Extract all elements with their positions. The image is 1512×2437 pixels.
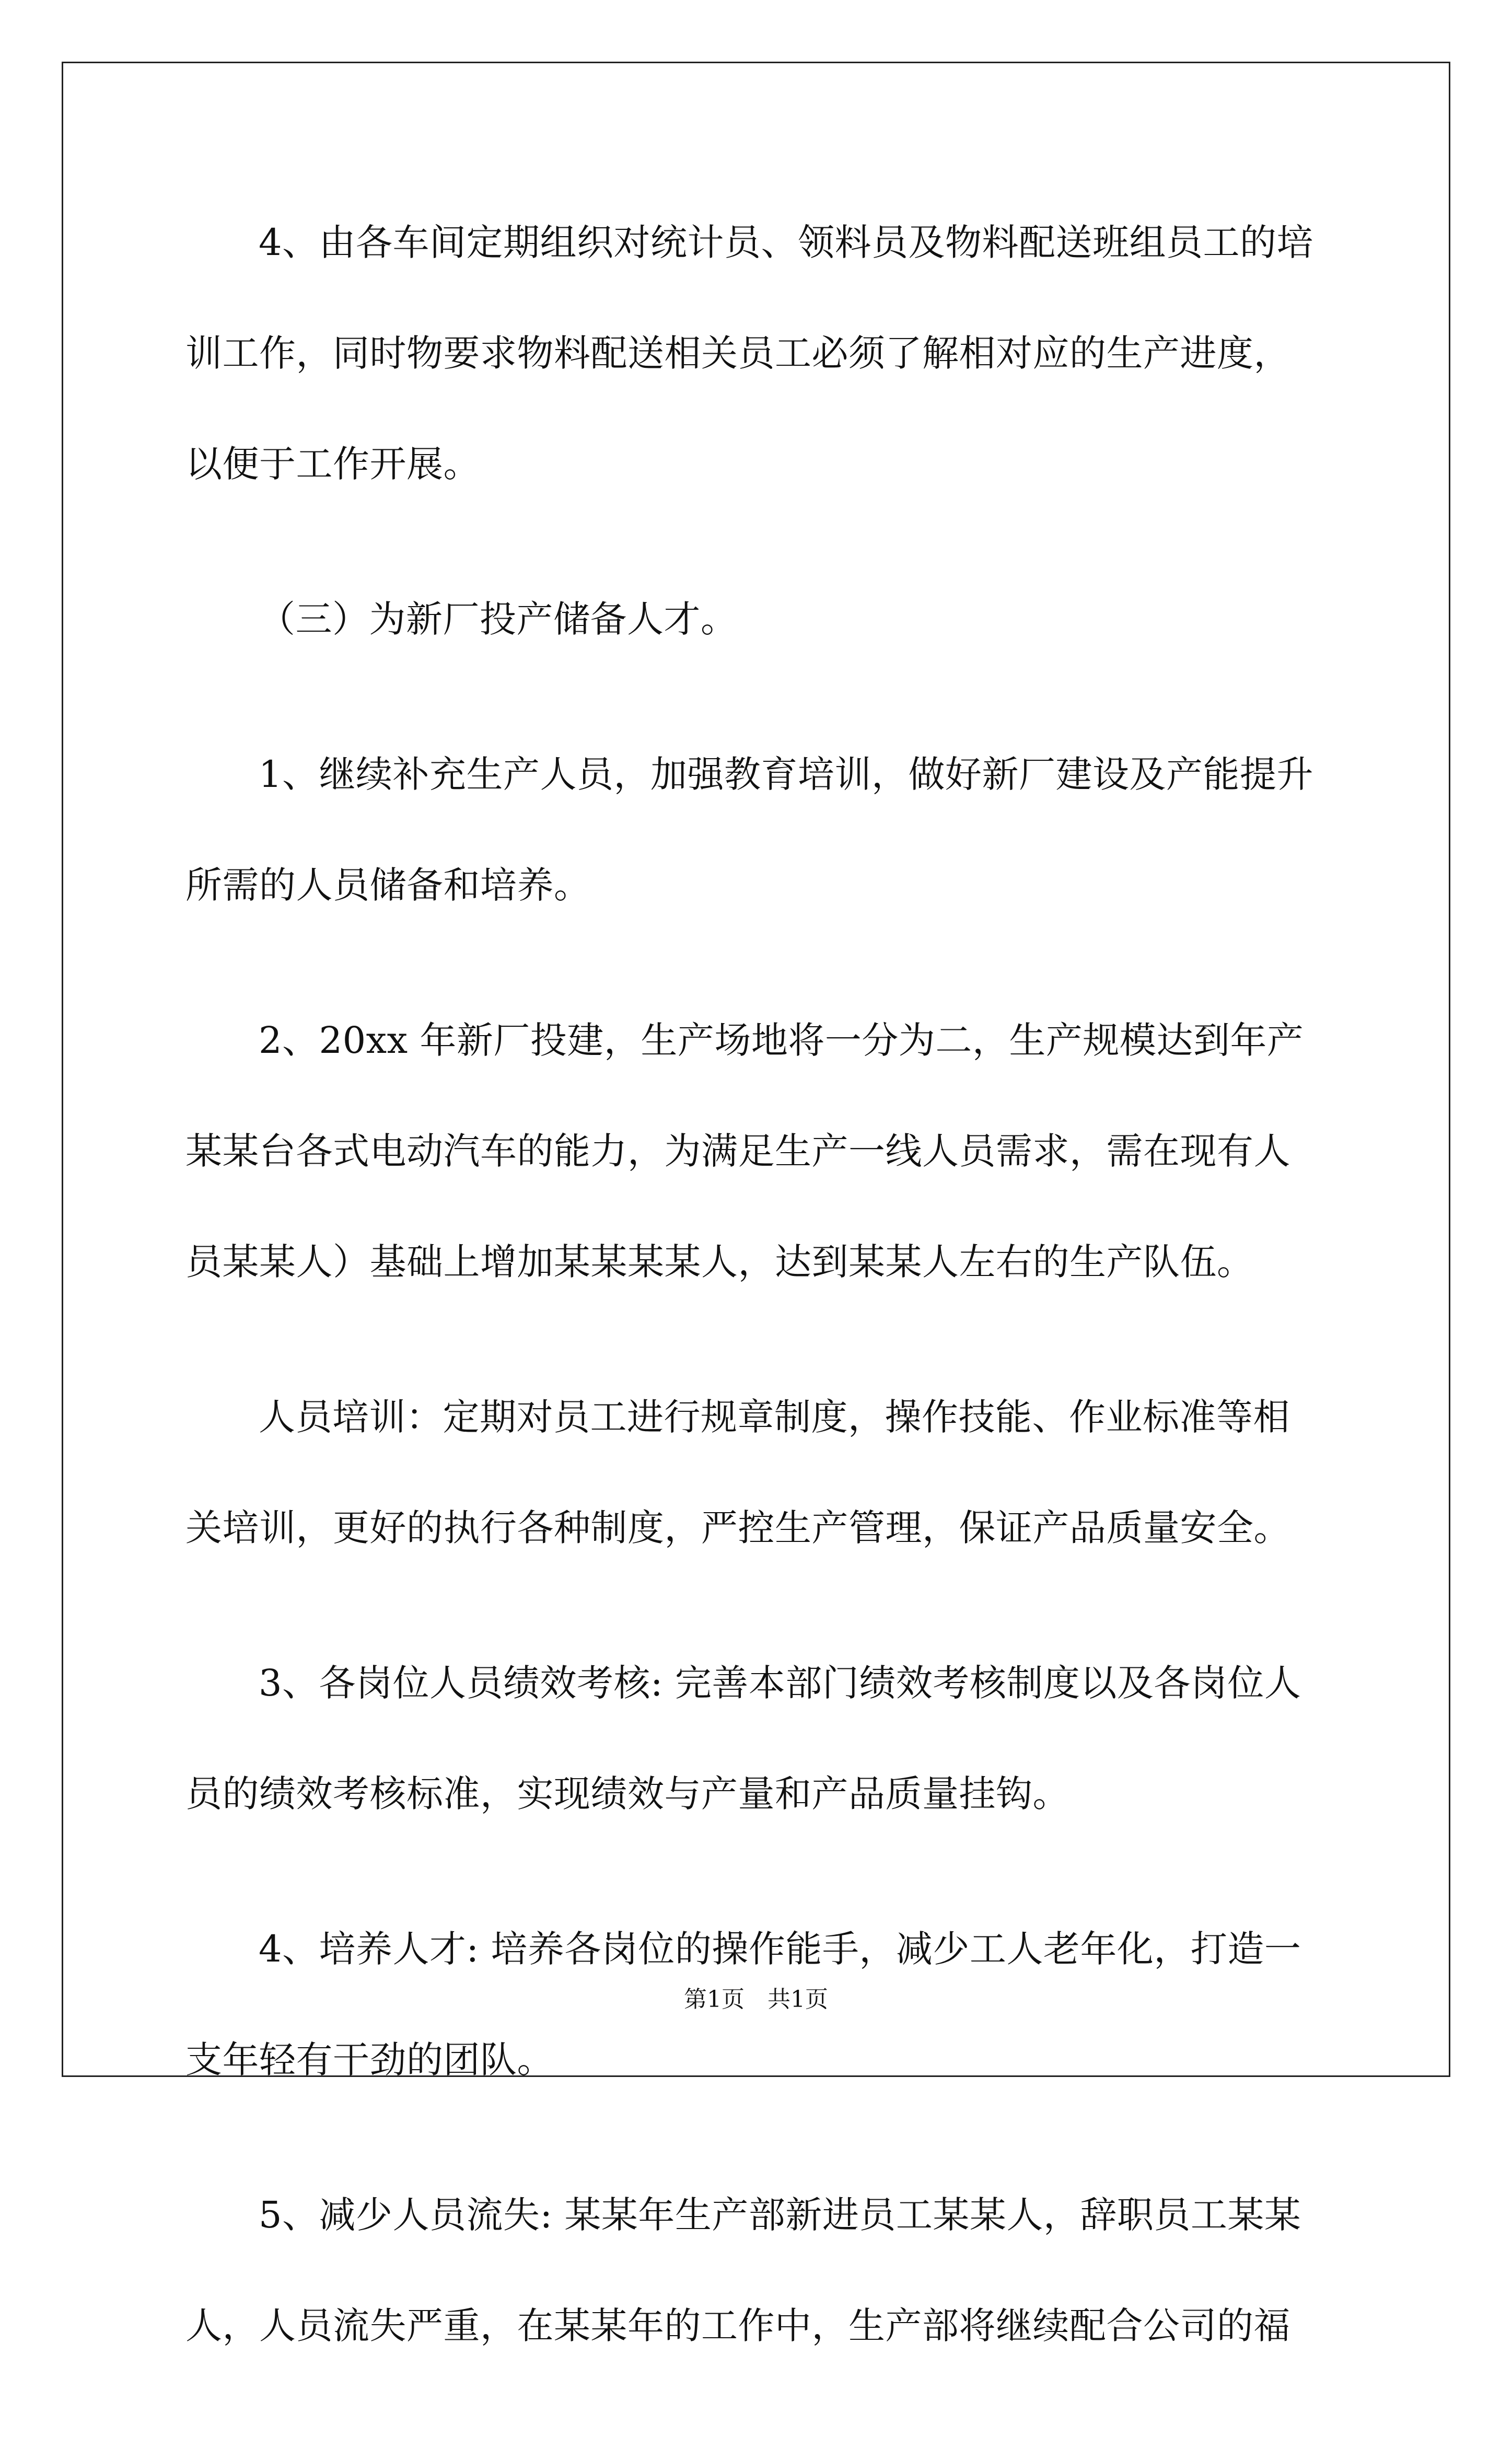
paragraph-2	[185, 730, 1332, 952]
text-line: 4、培养人才: 培养各岗位的操作能手，减少工人老年化，打造一	[259, 1928, 1301, 1970]
text-line: 人员培训：定期对员工进行规章制度，操作技能、作业标准等相	[259, 1396, 1290, 1438]
text-line: 员某某人）基础上增加某某某某人，达到某某人左右的生产队伍。	[185, 1240, 1254, 1283]
section-heading	[185, 575, 1332, 686]
text-line: 关培训，更好的执行各种制度，严控生产管理，保证产品质量安全。	[185, 1506, 1290, 1549]
document-body	[185, 199, 1332, 2437]
text-line: 所需的人员储备和培养。	[185, 864, 591, 907]
text-line: 2、20xx 年新厂投建，生产场地将一分为二，生产规模达到年产	[259, 1019, 1304, 1062]
text-line: （三）为新厂投产储备人才。	[259, 598, 738, 641]
text-line: 某某台各式电动汽车的能力，为满足生产一线人员需求，需在现有人	[185, 1130, 1290, 1173]
paragraph-5	[185, 1639, 1332, 1861]
text-line: 3、各岗位人员绩效考核: 完善本部门绩效考核制度以及各岗位人	[259, 1662, 1301, 1704]
paragraph-4	[185, 1373, 1332, 1595]
text-line: 支年轻有干劲的团队。	[185, 2038, 554, 2081]
text-line: 5、减少人员流失: 某某年生产部新进员工某某人，辞职员工某某	[259, 2194, 1301, 2236]
paragraph-6	[185, 1905, 1332, 2127]
paragraph-7	[185, 2171, 1332, 2393]
page-footer: 第1页 共1页	[684, 1986, 828, 2013]
text-line: 以便于工作开展。	[185, 443, 480, 485]
text-line: 4、由各车间定期组织对统计员、领料员及物料配送班组员工的培	[259, 221, 1314, 264]
text-line: 员的绩效考核标准，实现绩效与产量和产品质量挂钩。	[185, 1772, 1069, 1815]
paragraph-3	[185, 996, 1332, 1329]
text-line: 1、继续补充生产人员，加强教育培训，做好新厂建设及产能提升	[259, 753, 1314, 796]
text-line: 训工作，同时物要求物料配送相关员工必须了解相对应的生产进度，	[185, 332, 1290, 375]
paragraph-1	[185, 199, 1332, 531]
text-line: 人，人员流失严重，在某某年的工作中，生产部将继续配合公司的福	[185, 2304, 1290, 2347]
